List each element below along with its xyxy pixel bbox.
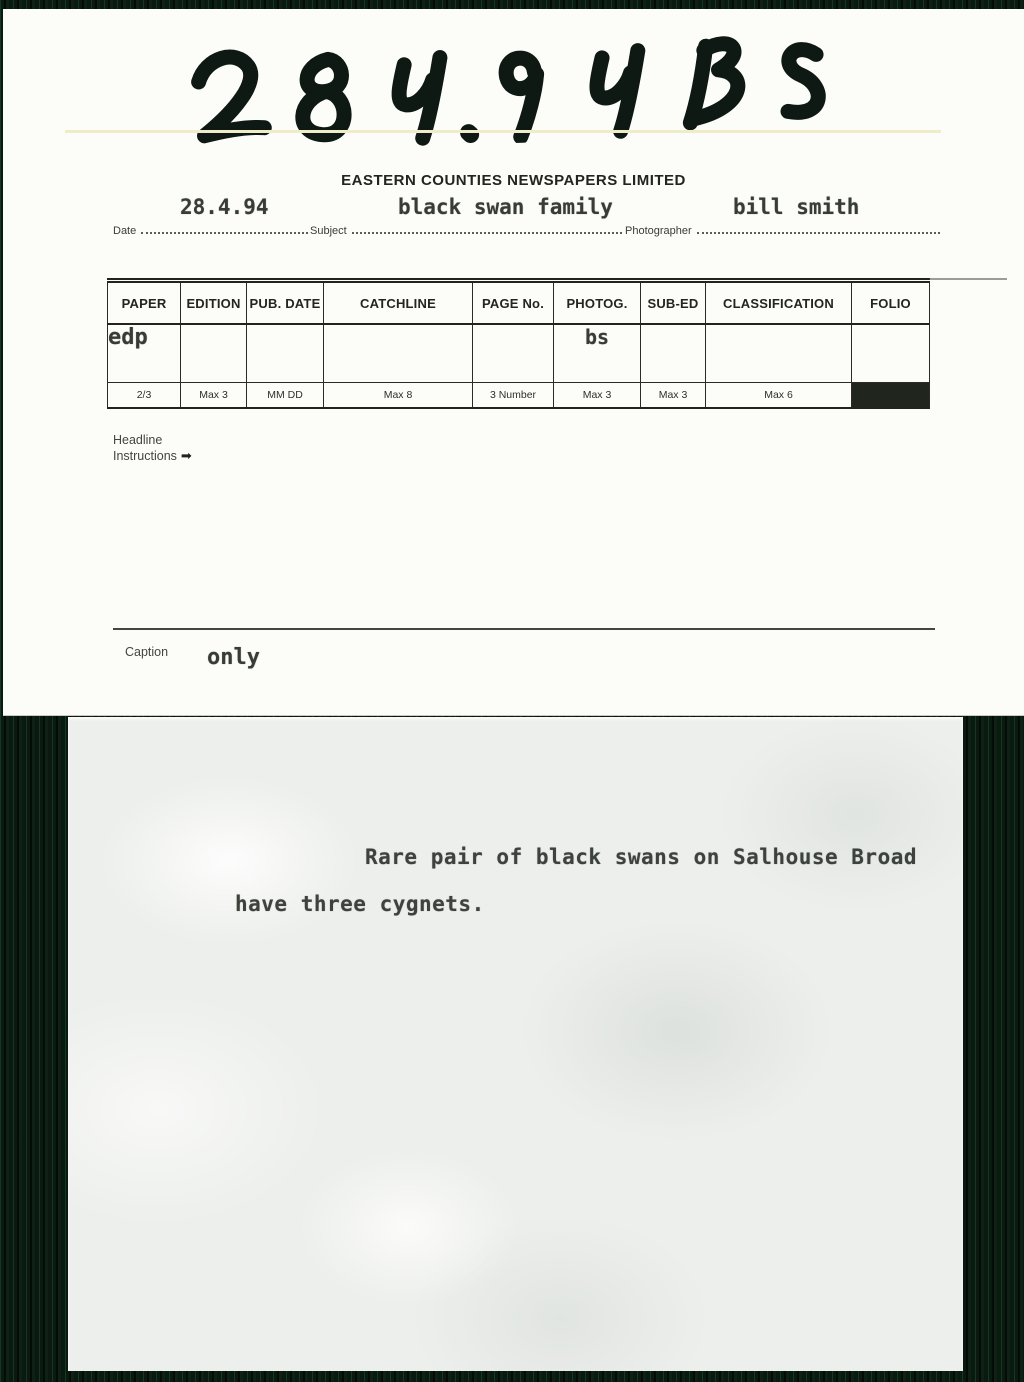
table-hint-cell: Max 3	[641, 383, 706, 409]
photographer-field	[625, 222, 940, 237]
table-data-cell	[324, 324, 473, 383]
date-field	[113, 222, 308, 237]
table-hint-cell: Max 3	[554, 383, 641, 409]
paper-value: edp	[108, 324, 181, 383]
header-sub-ed: SUB-ED	[641, 281, 706, 325]
table-top-rule-extension	[929, 278, 1007, 280]
caption-text-line1: Rare pair of black swans on Salhouse Broad	[365, 845, 918, 869]
table-hint-row	[108, 383, 930, 409]
paper-crease-line	[65, 130, 941, 133]
caption-sheet	[68, 717, 963, 1371]
date-dotted-line	[141, 222, 308, 234]
headline-instructions-label	[113, 432, 192, 464]
date-value: 28.4.94	[180, 195, 269, 219]
header-folio: FOLIO	[852, 281, 930, 325]
photo-index-card	[3, 9, 1024, 716]
table-value-row	[108, 324, 930, 383]
headline-label-line2: Instructions	[113, 449, 177, 463]
handwritten-note-text	[3, 9, 4, 10]
spec-table	[107, 278, 930, 409]
header-pub-date: PUB. DATE	[247, 281, 324, 325]
photographer-value: bill smith	[733, 195, 860, 219]
photographer-dotted-line	[697, 222, 940, 234]
folio-black-block	[852, 383, 930, 409]
subject-field	[310, 222, 622, 237]
company-name: EASTERN COUNTIES NEWSPAPERS LIMITED	[341, 172, 686, 189]
header-paper: PAPER	[108, 281, 181, 325]
header-edition: EDITION	[181, 281, 247, 325]
subject-dotted-line	[352, 222, 622, 234]
table-hint-cell: Max 8	[324, 383, 473, 409]
caption-divider-line	[113, 628, 935, 630]
table-hint-cell: 2/3	[108, 383, 181, 409]
subject-value: black swan family	[398, 195, 613, 219]
photog-value: bs	[554, 324, 641, 383]
arrow-right-icon: ➡	[180, 448, 192, 463]
handwritten-marker-note	[181, 20, 845, 155]
table-data-cell	[641, 324, 706, 383]
caption-label: Caption	[125, 645, 169, 659]
table-data-cell	[247, 324, 324, 383]
header-catchline: CATCHLINE	[324, 281, 473, 325]
headline-label-line1: Headline	[113, 433, 163, 447]
header-page-no: PAGE No.	[473, 281, 554, 325]
table-data-cell	[706, 324, 852, 383]
table-data-cell	[852, 324, 930, 383]
table-hint-cell: Max 3	[181, 383, 247, 409]
table-hint-cell: MM DD	[247, 383, 324, 409]
subject-label: Subject	[310, 225, 347, 237]
header-photog: PHOTOG.	[554, 281, 641, 325]
date-label: Date	[113, 225, 137, 237]
caption-value: only	[207, 645, 260, 670]
table-data-cell	[473, 324, 554, 383]
table-header-row	[108, 281, 930, 325]
header-classification: CLASSIFICATION	[706, 281, 852, 325]
caption-text-line2: have three cygnets.	[235, 892, 485, 916]
table-data-cell	[181, 324, 247, 383]
table-hint-cell: Max 6	[706, 383, 852, 409]
photographer-label: Photographer	[625, 225, 692, 237]
table-hint-cell: 3 Number	[473, 383, 554, 409]
